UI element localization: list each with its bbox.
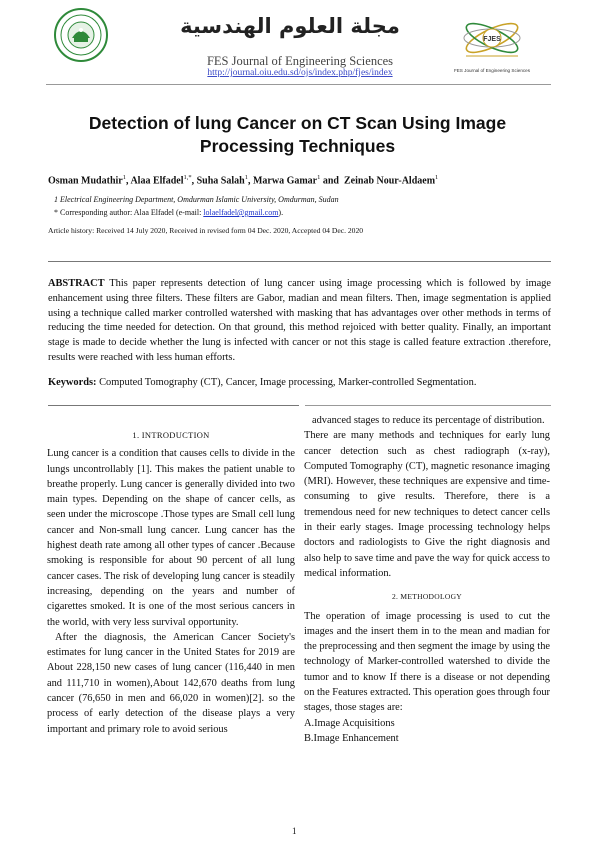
university-seal-logo	[54, 8, 108, 62]
author-name: Osman Mudathir	[48, 175, 123, 187]
keywords-label: Keywords:	[48, 377, 97, 388]
paper-title: Detection of lung Cancer on CT Scan Using Image Processing Techniques	[88, 113, 507, 156]
section-heading-methodology: 2. METHODOLOGY	[391, 592, 463, 602]
abstract-block	[48, 277, 551, 366]
author-affiliation: 1 Electrical Engineering Department, Omdurman Islamic University, Omdurman, Sudan	[54, 195, 339, 204]
abstract-bottom-divider	[48, 405, 299, 406]
intro-paragraph-2: After the diagnosis, the American Cancer Society's estimates for lung cancer in the United States for 2019 are About 228,150 new cases of lung cancer (116,440 in men and 111,710 in women),About 142,670 deaths from lung cancer (76,650 in men and 66,020 in women)[2]. so the process of early detection of the disease plays a very important and primary role to avoid serious	[47, 631, 295, 735]
stage-item-a: A.Image Acquisitions	[304, 717, 395, 729]
author-affiliation-mark: 1	[244, 174, 248, 181]
corresponding-prefix: * Corresponding author: Alaa Elfadel (e-mail:	[54, 208, 204, 217]
abstract-top-divider	[48, 261, 551, 262]
fjes-logo	[452, 12, 532, 80]
fjes-logo-caption: FES Journal of Engineering Sciences	[453, 68, 531, 73]
abstract-label: ABSTRACT	[48, 278, 105, 289]
stage-item-b: B.Image Enhancement	[304, 732, 399, 744]
abstract-bottom-divider-right	[305, 405, 551, 406]
author-affiliation-mark: 1	[317, 174, 321, 181]
author-affiliation-mark: 1	[122, 174, 126, 181]
right-column	[304, 413, 550, 746]
fjes-logo-text: FJES	[483, 36, 501, 43]
section-heading-introduction: 1. INTRODUCTION	[132, 430, 210, 440]
author-affiliation-mark: 1,*	[183, 174, 192, 181]
author-name: Marwa Gamar	[252, 175, 318, 187]
left-column	[47, 428, 295, 737]
author-name: Alaa Elfadel	[130, 175, 184, 187]
corresponding-suffix: ).	[278, 208, 284, 217]
header-divider	[46, 84, 551, 85]
keywords-text: Computed Tomography (CT), Cancer, Image processing, Marker-controlled Segmentation.	[99, 377, 477, 388]
page-number: 1	[292, 826, 297, 836]
journal-arabic-title: مجلة العلوم الهندسية	[180, 14, 400, 38]
article-history: Article history: Received 14 July 2020, Received in revised form 04 Dec. 2020, Accepted 04 Dec. 2020	[48, 226, 364, 235]
abstract-text: This paper represents detection of lung cancer using image processing which is followed by image enhancement using three filters. These filters are Gabor, madian and mean filters. Then, image segmentation is applied using a technique called marker controlled watershed with masking that has advantages over other methods in terms of reducing the time needed for detection. On that ground, this method rejoiced with better quality. Finally, an important stage is made to decide whether the lung is infected with cancer or not this stage is called feature extraction .therefore, results were reached with less human efforts.	[48, 278, 551, 363]
journal-url-link[interactable]: http://journal.oiu.edu.sd/ojs/index.php/fjes/index	[207, 68, 393, 78]
author-list: Osman Mudathir$^1$, Alaa Elfadel$^{1,*}$, Suha Salah$^1$, Marwa Gamar$^1$ and Zeinab Nour-Aldaem$^1$	[48, 174, 439, 187]
methodology-paragraph: The operation of image processing is used to cut the images and the insert them in to the mean and madian for the preprocessing and then segment the image by using the technology of Marker-controlled watershed to divide the tumor and to know If there is a disease or not depending on the Features extracted. This operation goes through four stages, those stages are:	[304, 610, 550, 714]
keywords-line	[48, 377, 553, 388]
intro-paragraph-1: Lung cancer is a condition that causes cells to divide in the lungs uncontrollably [1]. This makes the patient unable to breathe properly. Lung cancer is generally divided into two main types. Depending on the shape of cancer cells, as seen under the microscope .Those types are Small cell lung cancer and Non-small lung cancer. Lung cancer has the highest death rate among all other types of cancer .Because smoking is responsible for about 90 percent of all lung cancer cases. The risk of developing lung cancer is steadily increasing, depending on the years and number of cigarettes smoked. It is one of the most serious cancers in the world, with very less survival opportunity.	[47, 448, 295, 628]
corresponding-email-link[interactable]: lolaelfadel@gmail.com	[203, 208, 279, 217]
intro-paragraph-3: There are many methods and techniques for early lung cancer detection such as chest radiograph (x-ray), Computed Tomography (CT), magnetic resonance imaging (MRI). However, these techniques are expensive and time-consuming to give results. Therefore, there is a tremendous need for new techniques to detect cancer cells in their early stages. Image processing technology helps doctors and radiologists to Give the right diagnosis and also help to save time and pave the way for quick access to medical information.	[304, 430, 550, 579]
journal-name: FES Journal of Engineering Sciences	[206, 54, 394, 68]
author-name: Suha Salah	[196, 175, 245, 187]
author-name: Zeinab Nour-Aldaem	[344, 175, 436, 187]
author-affiliation-mark: 1	[435, 174, 439, 181]
intro-paragraph-continued: advanced stages to reduce its percentage of distribution.	[312, 415, 545, 426]
corresponding-author	[54, 208, 554, 217]
